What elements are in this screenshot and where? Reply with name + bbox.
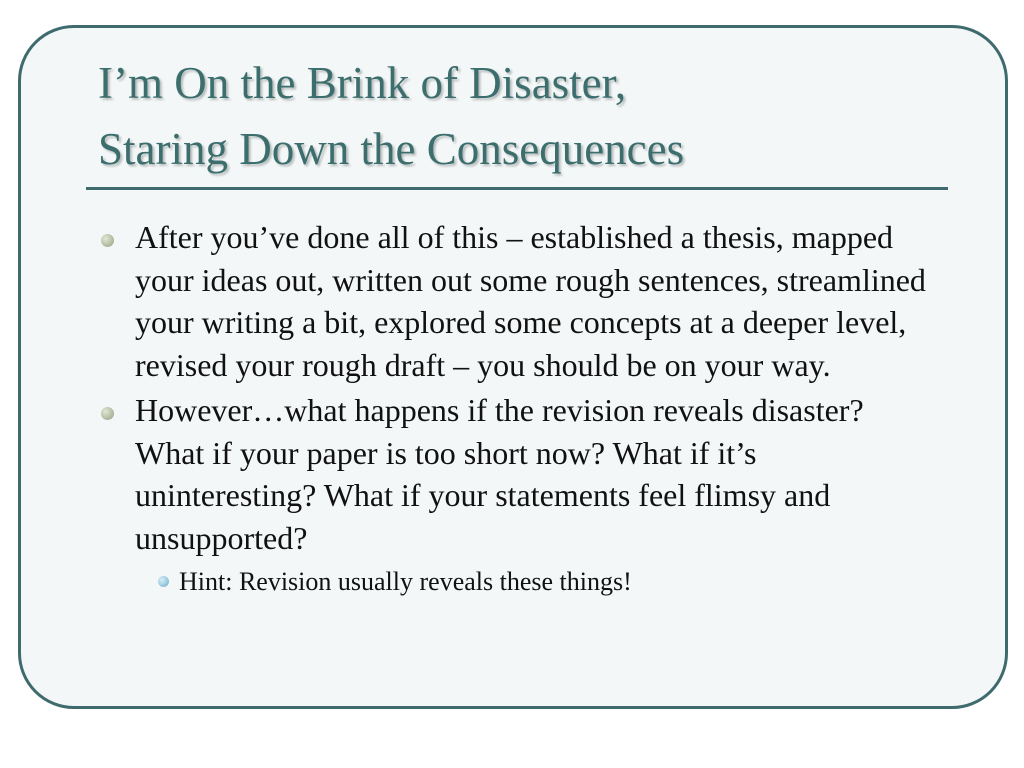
bullet-list <box>98 216 928 599</box>
bullet-text: After you’ve done all of this – established a thesis, mapped your ideas out, written out some rough sentences, streamlined your writing a bit, explored some concepts at a deeper level, revised your rough draft – you should be on your way. <box>135 219 926 383</box>
title-divider <box>86 187 948 190</box>
title-line-2: Staring Down the Consequences <box>98 124 685 174</box>
slide-title <box>98 50 958 182</box>
sub-bullet-list <box>140 565 928 599</box>
sub-bullet-item <box>140 565 928 599</box>
title-line-1: I’m On the Brink of Disaster, <box>98 58 627 108</box>
round-bullet-icon <box>101 234 114 247</box>
bullet-item <box>98 216 928 386</box>
sub-bullet-text: Hint: Revision usually reveals these things! <box>179 567 632 596</box>
bullet-item <box>98 389 928 599</box>
round-bullet-icon <box>101 407 114 420</box>
round-sub-bullet-icon <box>158 576 169 587</box>
bullet-text: However…what happens if the revision reveals disaster? What if your paper is too short now? What if it’s uninteresting? What if your statements feel flimsy and unsupported? <box>135 392 864 556</box>
